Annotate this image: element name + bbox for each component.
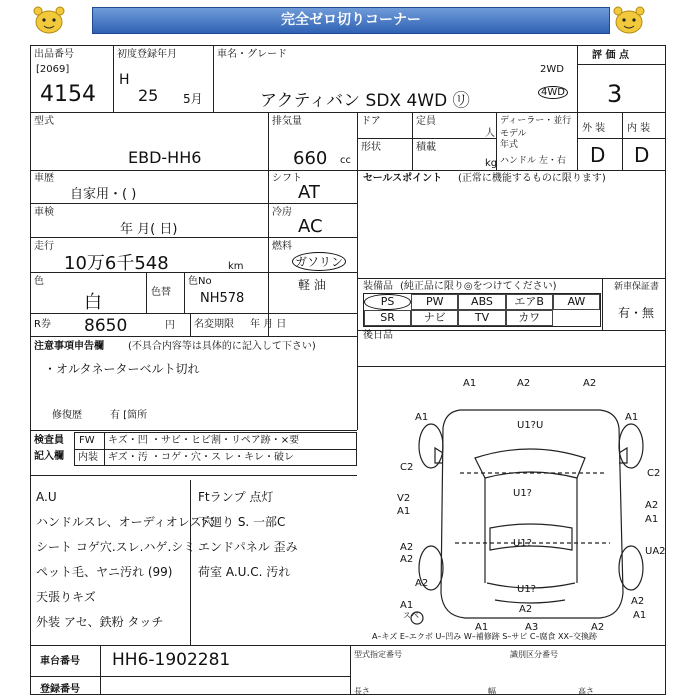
mark-rear-a2: A2 — [519, 604, 533, 615]
first-reg-era: H — [119, 72, 130, 88]
mark-left-a1: A1 — [415, 412, 429, 423]
displacement-unit: cc — [340, 155, 351, 166]
mark-right-c2: C2 — [647, 468, 661, 479]
equipment-item: TV — [458, 310, 505, 326]
mark-front-a2: A2 — [517, 378, 531, 389]
inspector-row1-text: キズ・凹 ・サビ・ヒビ割・リペア跡・×要 — [108, 435, 300, 446]
notes-text: ・オルタネーターベルト切れ — [44, 362, 200, 376]
dealer-line3: 年式 — [500, 140, 519, 150]
mark-left-a2: A2 — [400, 542, 414, 553]
fuel-gasoline: ガソリン — [292, 252, 346, 271]
model-value: アクティバン SDX 4WD ㋷ — [260, 91, 470, 111]
inspector-row1-tag: FW — [79, 435, 95, 446]
color-code-label: 色No — [188, 276, 212, 287]
mark-rear-a1: A1 — [475, 622, 489, 633]
warranty-value: 有・無 — [618, 306, 655, 320]
mark-rear-roof: U1? — [517, 584, 536, 595]
bottom-label-length: 長さ — [354, 687, 370, 696]
remark-left-line: ハンドルスレ、オーディオレス穴 — [36, 515, 214, 529]
color-change-label: 色替 — [151, 287, 171, 298]
recycle-label: R券 — [34, 319, 51, 330]
inspection-label: 車検 — [34, 207, 54, 218]
dealer-line2: モデル — [500, 129, 527, 139]
mascot-left-icon — [30, 4, 68, 34]
remark-right-line: Ftランプ 点灯 — [198, 490, 274, 504]
lot-sub: [2069] — [36, 64, 70, 75]
displacement-value: 660 — [293, 148, 328, 169]
inspection-value: 年 月( 日) — [120, 222, 178, 237]
capacity-label: 定員 — [416, 116, 436, 127]
inspector-label-1: 検査員 — [34, 435, 64, 446]
score-value: 3 — [607, 80, 623, 108]
mascot-right-icon — [610, 4, 648, 34]
mark-right-a2: A2 — [645, 500, 659, 511]
mark-spare: スペ — [403, 611, 419, 620]
mark-rear-a3: A3 — [525, 622, 539, 633]
equipment-label: 装備品 — [363, 281, 393, 292]
mark-right-ua2: UA2 — [645, 546, 666, 557]
drive-4wd: 4WD — [538, 86, 568, 99]
mark-left-a1-3: A1 — [400, 600, 414, 611]
recycle-unit: 円 — [165, 320, 175, 331]
lot-number: 4154 — [40, 82, 96, 107]
mark-right-a2-2: A2 — [631, 596, 645, 607]
displacement-label: 排気量 — [272, 116, 302, 127]
mark-left-v2: V2 — [397, 493, 411, 504]
bottom-label-width: 幅 — [488, 687, 496, 696]
remark-left-line: ペット毛、ヤニ汚れ (99) — [36, 565, 173, 579]
mark-hood: U1?U — [517, 420, 544, 431]
model-label: 車名・グレード — [217, 49, 287, 60]
shift-value: AT — [298, 182, 320, 203]
mark-left-a2-2: A2 — [400, 554, 414, 565]
dealer-line1: ディーラー・並行 — [500, 116, 572, 126]
color-code: NH578 — [200, 291, 245, 306]
loading-label: 積載 — [416, 142, 436, 153]
exterior-grade: D — [590, 143, 606, 167]
inspector-row2-text: ギズ・汚 ・コゲ・穴・ス レ・キレ・破レ — [108, 452, 295, 463]
mark-right-a1: A1 — [625, 412, 639, 423]
dealer-line4: ハンドル 左・右 — [500, 156, 566, 166]
remarks-right — [198, 485, 356, 585]
mark-left-a2-3: A2 — [415, 578, 429, 589]
reg-no-label: 登録番号 — [40, 684, 80, 695]
name-change-label: 名変期限 — [194, 319, 234, 330]
shift-label: シフト — [272, 173, 302, 184]
lot-label: 出品番号 — [34, 49, 74, 60]
repair-value: 有 [箇所 — [110, 410, 148, 421]
name-change-value: 年 月 日 — [250, 319, 287, 330]
remarks-left — [36, 485, 214, 635]
history-label: 車歴 — [34, 173, 54, 184]
sales-point-note: (正常に機能するものに限ります) — [458, 173, 606, 184]
remark-right-line: 下廻り S. 一部C — [198, 515, 286, 529]
equipment-grid — [363, 293, 601, 327]
interior-label: 内 装 — [627, 123, 651, 134]
color-value: 白 — [84, 292, 102, 313]
warranty-label: 新車保証書 — [614, 282, 660, 292]
bottom-label-height: 高さ — [578, 687, 594, 696]
score-label: 評 価 点 — [592, 50, 629, 61]
frame-no-label: 車台番号 — [40, 656, 80, 667]
type-label: 型式 — [34, 116, 54, 127]
inspector-label-2: 記入欄 — [34, 451, 64, 462]
mileage-value: 10万6千548 — [64, 253, 169, 274]
sales-point-label: セールスポイント — [363, 173, 443, 184]
shape-label: 形状 — [361, 142, 381, 153]
equipment-item: カワ — [506, 310, 553, 326]
remark-left-line: 天張りキズ — [36, 590, 96, 604]
mark-right-a1-2: A1 — [645, 514, 659, 525]
aftercare-label: 後日品 — [363, 330, 393, 341]
mark-rear-a2-right: A2 — [591, 622, 605, 633]
mileage-label: 走行 — [34, 241, 54, 252]
first-reg-label: 初度登録年月 — [117, 49, 177, 60]
interior-grade: D — [634, 143, 650, 167]
kg-unit: kg — [485, 158, 498, 169]
remark-left-line: シート コゲ穴.スレ.ハゲ.シミ — [36, 540, 196, 554]
mark-roof: U1? — [513, 488, 532, 499]
capacity-unit: 人 — [485, 128, 495, 139]
type-value: EBD-HH6 — [128, 148, 202, 167]
equipment-item: エアB — [506, 294, 553, 310]
equipment-item: PS — [364, 294, 411, 310]
inspector-row2-tag: 内装 — [78, 452, 98, 463]
notes-label: 注意事項申告欄 — [34, 341, 104, 352]
mark-left-a1-2: A1 — [397, 506, 411, 517]
equipment-item: ナビ — [411, 310, 458, 326]
mark-left-c2: C2 — [400, 462, 414, 473]
corner-banner: 完全ゼロ切りコーナー — [92, 7, 610, 34]
equipment-item: AW — [553, 294, 600, 310]
remark-right-line: エンドパネル 歪み — [198, 540, 298, 554]
remark-left-line: 外装 アセ、鉄粉 タッチ — [36, 615, 164, 629]
bottom-label-type-code: 型式指定番号 — [354, 650, 402, 659]
drive-2wd: 2WD — [540, 64, 564, 75]
damage-legend: A–キズ E–エクボ U–凹み W–補修跡 S–サビ C–腐食 XX–交換跡 — [372, 632, 598, 641]
ac-label: 冷房 — [272, 207, 292, 218]
remark-right-line: 荷室 A.U.C. 汚れ — [198, 565, 291, 579]
mark-front-a1: A1 — [463, 378, 477, 389]
repair-label: 修復歴 — [52, 410, 82, 421]
frame-no-value: HH6-1902281 — [112, 650, 231, 670]
mileage-unit: km — [228, 261, 244, 272]
first-reg-month: 5月 — [183, 92, 203, 106]
history-value: 自家用・( ) — [70, 187, 137, 202]
fuel-label: 燃料 — [272, 241, 292, 252]
equipment-item: SR — [364, 310, 411, 326]
recycle-value: 8650 — [84, 316, 128, 336]
remark-left-line: A.U — [36, 490, 57, 504]
mark-front-a2-right: A2 — [583, 378, 597, 389]
equipment-item: PW — [411, 294, 458, 310]
exterior-label: 外 装 — [582, 123, 606, 134]
bottom-label-class: 識別区分番号 — [510, 650, 558, 659]
color-label: 色 — [34, 276, 44, 287]
equipment-note: (純正品に限り◎をつけてください) — [400, 281, 557, 292]
equipment-item: ABS — [458, 294, 505, 310]
mark-right-a1-3: A1 — [633, 610, 647, 621]
door-label: ドア — [361, 116, 381, 127]
ac-value: AC — [298, 216, 323, 237]
car-damage-diagram — [395, 378, 666, 633]
mark-center: U1? — [513, 538, 532, 549]
fuel-diesel: 軽 油 — [298, 278, 326, 292]
notes-sub: (不具合内容等は具体的に記入して下さい) — [128, 341, 316, 352]
first-reg-year: 25 — [138, 86, 159, 105]
